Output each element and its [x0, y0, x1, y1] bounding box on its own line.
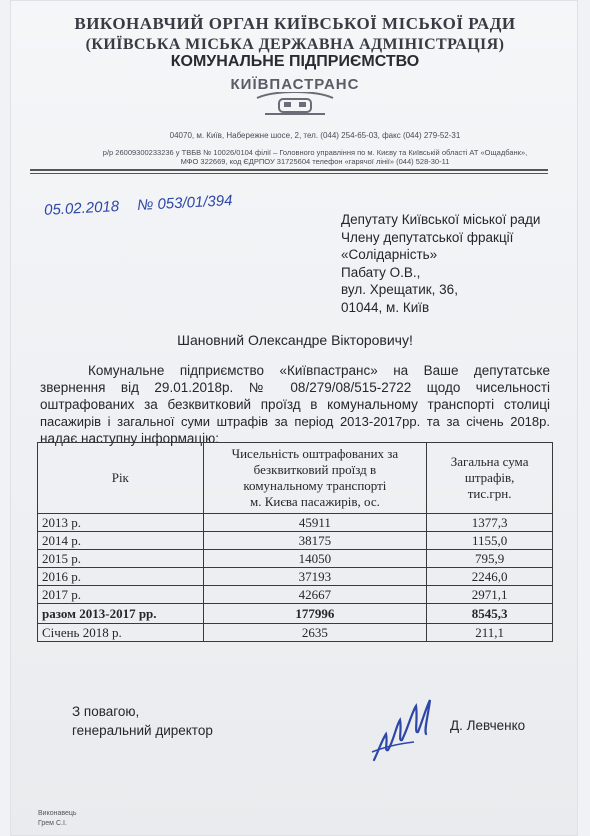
- header-count: Чисельність оштрафованих за безквитковий проїзд в комунальному транспорті м. Києва пасажирів, ос.: [203, 443, 427, 514]
- year-cell: 2013 р.: [38, 514, 204, 532]
- table-row: [38, 586, 553, 604]
- outgoing-date: 05.02.2018: [43, 198, 120, 219]
- addressee-line: Члену депутатської фракції: [341, 229, 514, 245]
- company-codes: МФО 322669, код ЄДРПОУ 31725604 телефон «гарячої лінії» (044) 528-30-11: [180, 157, 450, 166]
- table-row: [38, 532, 553, 550]
- sum-cell: 8545,3: [427, 604, 553, 624]
- body-line: пасажирів і загальної суми штрафів за період 2013-2017рр. та за січень 2018р.: [40, 414, 550, 429]
- count-cell: 42667: [203, 586, 427, 604]
- count-cell: 37193: [203, 568, 427, 586]
- count-cell: 2635: [203, 624, 427, 642]
- table-row: [38, 514, 553, 532]
- header-year: Рік: [38, 443, 204, 514]
- body-line: оштрафованих за безквитковий проїзд в комунальному транспорті столиці: [40, 397, 550, 412]
- sum-cell: 2971,1: [427, 586, 553, 604]
- company-type: КОМУНАЛЬНЕ ПІДПРИЄМСТВО: [170, 53, 420, 70]
- year-cell: 2014 р.: [38, 532, 204, 550]
- count-cell: 177996: [203, 604, 427, 624]
- addressee-line: Депутату Київської міської ради: [341, 212, 541, 227]
- year-cell: Січень 2018 р.: [38, 624, 204, 642]
- year-cell: 2017 р.: [38, 586, 204, 604]
- letter-body: [40, 362, 550, 447]
- table-total-row: [38, 604, 553, 624]
- header-divider-bottom: [30, 173, 548, 174]
- addressee-block: [341, 211, 540, 316]
- sum-cell: 211,1: [427, 624, 553, 642]
- signature-icon: [368, 690, 438, 768]
- header-divider-top: [30, 169, 548, 171]
- count-cell: 38175: [203, 532, 427, 550]
- org-name-line2: (КИЇВСЬКА МІСЬКА ДЕРЖАВНА АДМІНІСТРАЦІЯ): [85, 36, 505, 53]
- addressee-line: «Солідарність»: [341, 247, 438, 262]
- sum-cell: 2246,0: [427, 568, 553, 586]
- addressee-line: вул. Хрещатик, 36,: [341, 282, 458, 297]
- table-row: [38, 568, 553, 586]
- outgoing-number: № 053/01/394: [136, 192, 233, 215]
- year-cell: 2015 р.: [38, 550, 204, 568]
- sum-cell: 1377,3: [427, 514, 553, 532]
- addressee-line: Пабату О.В.,: [341, 264, 421, 280]
- company-bank-details: р/р 26009300233236 у ТВБВ № 10026/0104 філії – Головного управління по м. Києву та Київській області АТ «Ощадбанк»,: [102, 148, 528, 157]
- body-line: Комунальне підприємство «Київпастранс» на Ваше депутатське: [88, 363, 550, 378]
- sum-cell: 795,9: [427, 550, 553, 568]
- signer-name: Д. Левченко: [450, 718, 526, 733]
- org-name-line1: ВИКОНАВЧИЙ ОРГАН КИЇВСЬКОЇ МІСЬКОЇ РАДИ: [74, 14, 516, 33]
- table-row: [38, 624, 553, 642]
- company-logo-text: КИЇВПАСТРАНС: [230, 76, 360, 93]
- fines-table: [37, 442, 553, 642]
- signer-position: генеральний директор: [72, 723, 213, 738]
- company-address: 04070, м. Київ, Набережне шосе, 2, тел. (044) 254-65-03, факс (044) 279-52-31: [169, 131, 461, 140]
- header-sum: Загальна сума штрафів, тис.грн.: [427, 443, 553, 514]
- count-cell: 45911: [203, 514, 427, 532]
- body-line: звернення від 29.01.2018р. № 08/279/08/515-2722 щодо чисельності: [40, 380, 550, 395]
- executor-name: Грем С.І.: [38, 820, 67, 827]
- body-line: надає наступну інформацію:: [40, 431, 220, 446]
- sum-cell: 1155,0: [427, 532, 553, 550]
- table-row: [38, 550, 553, 568]
- year-cell: 2016 р.: [38, 568, 204, 586]
- table-header-row: [38, 443, 553, 514]
- year-cell: разом 2013-2017 рр.: [38, 604, 204, 624]
- greeting: Шановний Олександре Вікторовичу!: [177, 332, 413, 348]
- executor-label: Виконавець: [38, 810, 77, 817]
- count-cell: 14050: [203, 550, 427, 568]
- addressee-line: 01044, м. Київ: [341, 299, 430, 315]
- closing-phrase: З повагою,: [72, 704, 140, 719]
- company-logo-icon: [255, 92, 335, 118]
